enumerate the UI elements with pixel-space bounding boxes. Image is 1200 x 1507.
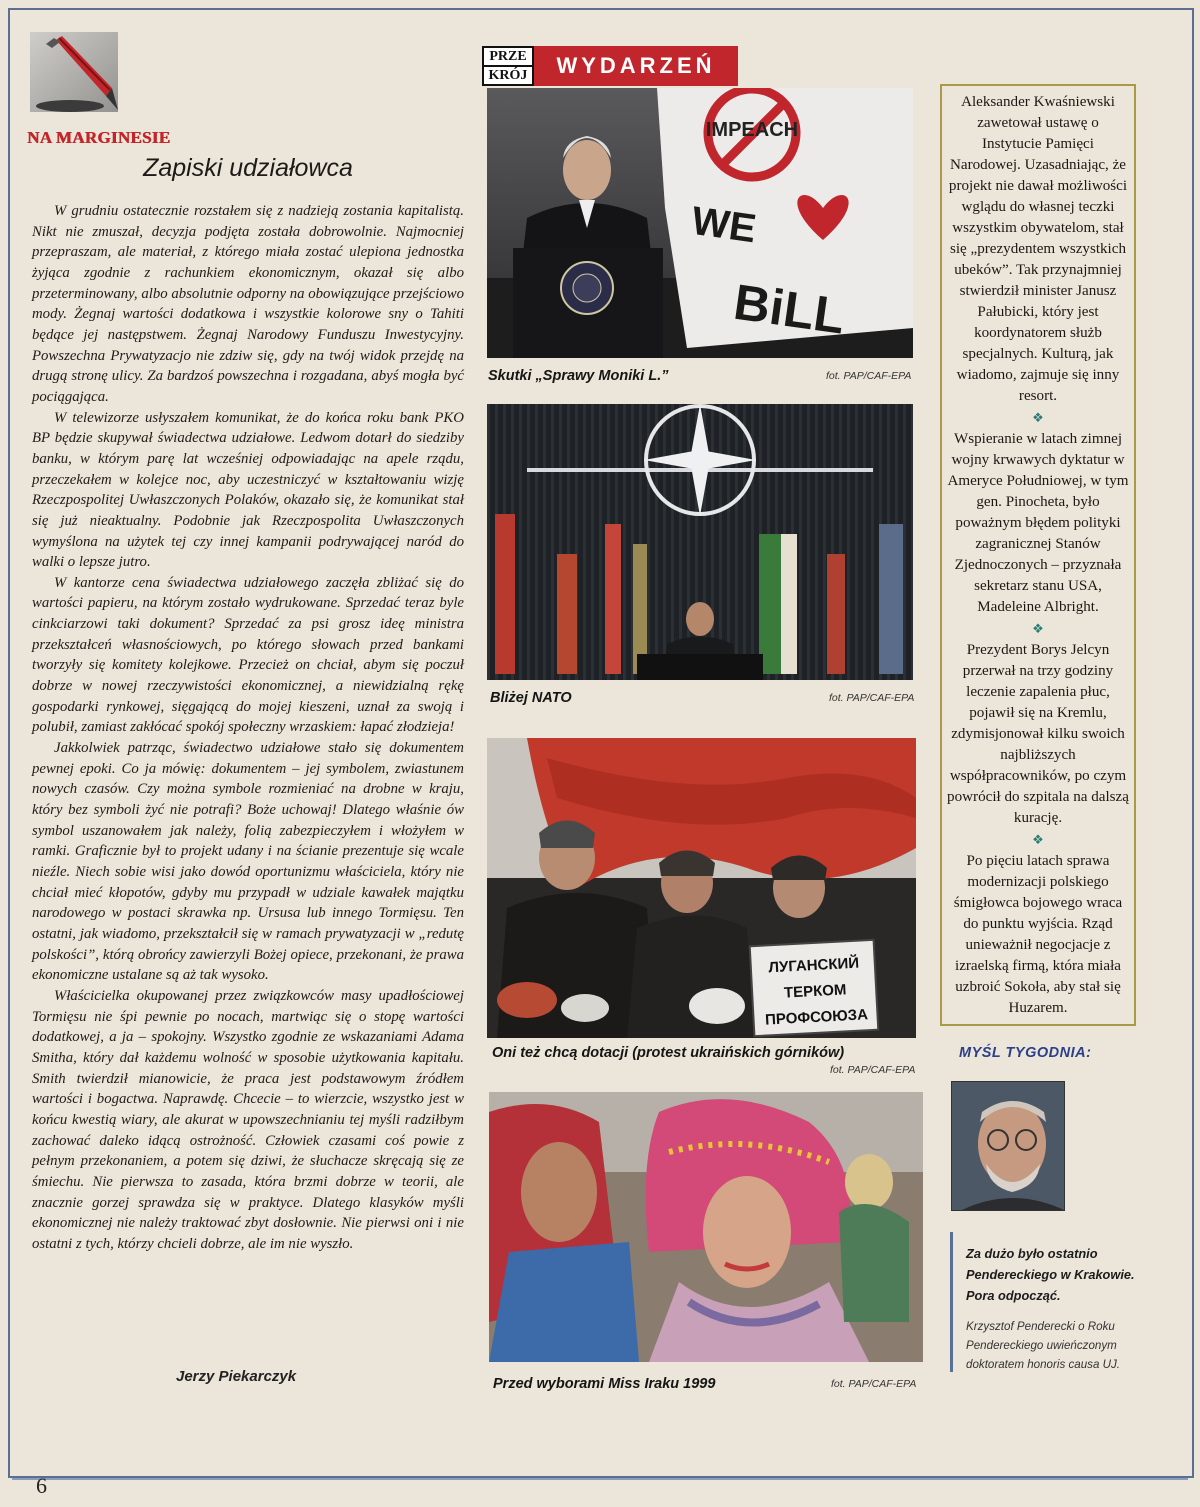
separator-icon: ❖ bbox=[1032, 410, 1044, 425]
paragraph: W grudniu ostatecznie rozstałem się z nadzieją zostania kapitalistą. Nikt nie zmuszał, decyzja podjęta została dobrowolnie. Najmocniej przepraszam, ale materiał, z którego miała zostać ulepiona jednostka żyjąca zgodnie z rachunkiem ekonomicznym, okazał się albo przeterminowany, albo absolutnie odporny na obowiązujące przejściowo mody. Żegnaj wartości dodatkowa i wszystkie kolorowe sny o Tahiti będące jej następstwem. Żegnaj Narodowy Funduszu Inwestycyjny. Powszechna Prywatyzacjo nie zdziw się, gdy na twój widok przejdę na drugą stronę ulicy. Za bardzoś powszechna i rozgadana, abyś mogła być pociągająca. bbox=[32, 203, 464, 405]
article-title: Zapiski udziałowca bbox=[143, 154, 353, 182]
section-title: WYDARZEŃ bbox=[534, 46, 738, 86]
news-item: Prezydent Borys Jelcyn przerwał na trzy godziny leczenie zapalenia płuc, pojawił się na Kremlu, zdymisjonował kilku swoich najbliższych współpracowników, po czym powrócił do szpitala na dalszą kurację. bbox=[947, 642, 1129, 826]
separator-icon: ❖ bbox=[1032, 621, 1044, 636]
photo-caption: Przed wyborami Miss Iraku 1999 bbox=[493, 1376, 716, 1392]
photo-credit: fot. PAP/CAF-EPA bbox=[829, 692, 915, 704]
author-name: Jerzy Piekarczyk bbox=[176, 1368, 297, 1385]
quote-text: Za dużo było ostatnio Pendereckiego w Krakowie. Pora odpocząć. bbox=[966, 1246, 1135, 1303]
photo-credit: fot. PAP/CAF-EPA bbox=[826, 370, 912, 382]
photo-credit: fot. PAP/CAF-EPA bbox=[831, 1378, 917, 1390]
separator-icon: ❖ bbox=[1032, 832, 1044, 847]
photo-credit: fot. PAP/CAF-EPA bbox=[830, 1064, 916, 1076]
paragraph: Właścicielka okupowanej przez związkowców masy upadłościowej Tormięsu nie śpi pewnie po nocach, martwiąc się o stopę wartości dodatkowej, a ja – spokojny. Wszystko zgodnie ze wskazaniami Adama Smitha, który dał każdemu wolność w sposobie użytkowania kapitału. Smith twierdził mianowicie, że praca jest podstawowym źródłem wartości i bogactwa. Naprawdę. Chcecie – to wierzcie, wszystko jest w końcu kwestią wiary, ale akurat w upowszechnianiu tej myśli radziłbym zachować daleko idącą ostrożność. Człowiek czasami coś powie z pełnym przekonaniem, a potem się dziwi, że słuchacze skręcają się ze śmiechu. Nie pierwsza to zasada, która brzmi dobrze w teorii, ale znacznie gorzej sprawdza się w praktyce. Dlatego klasyków myśli ekonomicznej nie należy traktować zbyt dosłownie. Nie pierwsi oni i nie ostatni z tych, którzy chcieli dobrze, ale im nie wyszło. bbox=[32, 987, 464, 1252]
quote-source: Krzysztof Penderecki o Roku Pendereckiego uwieńczonym doktoratem honoris causa UJ. bbox=[966, 1320, 1121, 1371]
news-column bbox=[947, 92, 1129, 1019]
paragraph: W kantorze cena świadectwa udziałowego zaczęła zbliżać się do wartości papieru, na którym zostało wydrukowane. Sprzedać teraz byle cinkciarzowi taki dokument? Sprzedać za psi grosz ideę ministra przekształceń własnościowych, po którego słowach przed bankami tworzyły się komitety kolejkowe. Przecież on chciał, abym się poczuł dobrze w nowej rzeczywistości ekonomicznej, a niewidzialną rękę gospodarki rynkowej, sięgającą do mojej kieszeni, uznał za swoją i polubił, zamiast zakłócać spokój społeczny wrzaskiem: łapać złodzieja! bbox=[32, 574, 464, 736]
section-masthead bbox=[482, 46, 738, 86]
photo-caption: Skutki „Sprawy Moniki L.” bbox=[488, 368, 669, 384]
sign-line-1: ЛУГАНСКИЙ bbox=[768, 954, 860, 977]
news-item: Wspieranie w latach zimnej wojny krwawych dyktatur w Ameryce Południowej, w tym gen. Pinocheta, było poważnym błędem polityki zagranicznej Stanów Zjednoczonych – przyznała sekretarz stanu USA, Madeleine Albright. bbox=[947, 431, 1129, 615]
bottom-rule bbox=[12, 1478, 1188, 1480]
photo-miners bbox=[487, 738, 916, 1038]
sign-line-3: ПРОФСОЮЗА bbox=[764, 1006, 869, 1029]
portrait-photo bbox=[951, 1081, 1065, 1211]
article-body bbox=[32, 201, 464, 1254]
photo-nato bbox=[487, 404, 913, 680]
photo-caption: Bliżej NATO bbox=[490, 690, 572, 706]
column-name: NA MARGINESIE bbox=[27, 128, 171, 147]
logo-bottom: KRÓJ bbox=[488, 68, 528, 83]
sign-line-2: ТЕРКОМ bbox=[783, 981, 847, 1002]
pen-nib-icon bbox=[26, 30, 122, 116]
quote-rule bbox=[950, 1232, 953, 1372]
quote-heading: MYŚL TYGODNIA: bbox=[959, 1045, 1092, 1061]
paragraph: W telewizorze usłyszałem komunikat, że do końca roku bank PKO BP będzie skupywał świadectwa udziałowe. Ledwom dotarł do siedziby banku, w którym parę lat wcześniej odpowiadając na apele rządu, przeczekałem w kolejce noc, aby uczestniczyć w kształtowaniu wizję Rzeczpospolitej Uwłaszczonych Polaków, okazało się, że komunikat stał się już nieaktualny. Podobnie jak Rzeczpospolita Uwłaszczonych wymyślona na użytek tej czy innej kampanii podrywającej naród do walki o lepsze jutro. bbox=[32, 409, 464, 571]
sign-text-2: WE bbox=[688, 198, 759, 252]
news-item: Aleksander Kwaśniewski zawetował ustawę o Instytucie Pamięci Narodowej. Uzasadniając, że projekt nie dawał możliwości wglądu do własnej teczki wszystkim obywatelom, stał się „prezydentem wszystkich ubeków”. Tak przynajmniej stwierdził minister Janusz Pałubicki, który jest koordynatorem służb specjalnych. Kulturą, jak wiadomo, zajmuje się inny resort. bbox=[948, 94, 1128, 404]
news-item: Po pięciu latach sprawa modernizacji polskiego śmigłowca bojowego wraca do punktu wyjścia. Rząd unieważnił negocjacje z izraelską firmą, która miała uzbroić Sokoła, aby stał się Huzarem. bbox=[953, 853, 1123, 1016]
sign-text-1: IMPEACH bbox=[705, 119, 799, 141]
photo-miss-iraq bbox=[489, 1092, 923, 1362]
paragraph: Jakkolwiek patrząc, świadectwo udziałowe stało się dokumentem pewnej epoki. Co ja mówię: dokumentem – jej symbolem, zwiastunem nowych czasów. Czy można symbole rozmieniać na drobne w kraju, który bez symboli żyć nie potrafi? Boże uchowaj! Dlatego właśnie ów symbol uszanowałem jak należy, folią zabezpieczyłem i włożyłem w ramki. Graficznie był to projekt udany i na ścianie prezentuje się wcale nieźle. Niech sobie wisi jako dowód oportunizmu właściciela, który nie chciał mieć kłopotów, gdyby mu przypadł w udziale kawałek majątku narodowego w postaci skrawka np. Ursusa lub innego Tormięsu. Ten ostatni, jak wiadomo, przekształcił się w ramach prywatyzacji w „redutę polskości”, którą obrońcy zawierzyli Bożej opiece, przekonani, że prawa ekonomiczne ustalane są aż tak wysoko. bbox=[32, 740, 464, 984]
sign-text-3: BiLL bbox=[730, 273, 849, 345]
logo-top: PRZE bbox=[484, 48, 532, 67]
photo-clinton bbox=[487, 88, 913, 358]
magazine-logo bbox=[482, 46, 534, 86]
photo-caption: Oni też chcą dotacji (protest ukraińskich górników) bbox=[492, 1045, 845, 1061]
page-number: 6 bbox=[36, 1473, 47, 1498]
